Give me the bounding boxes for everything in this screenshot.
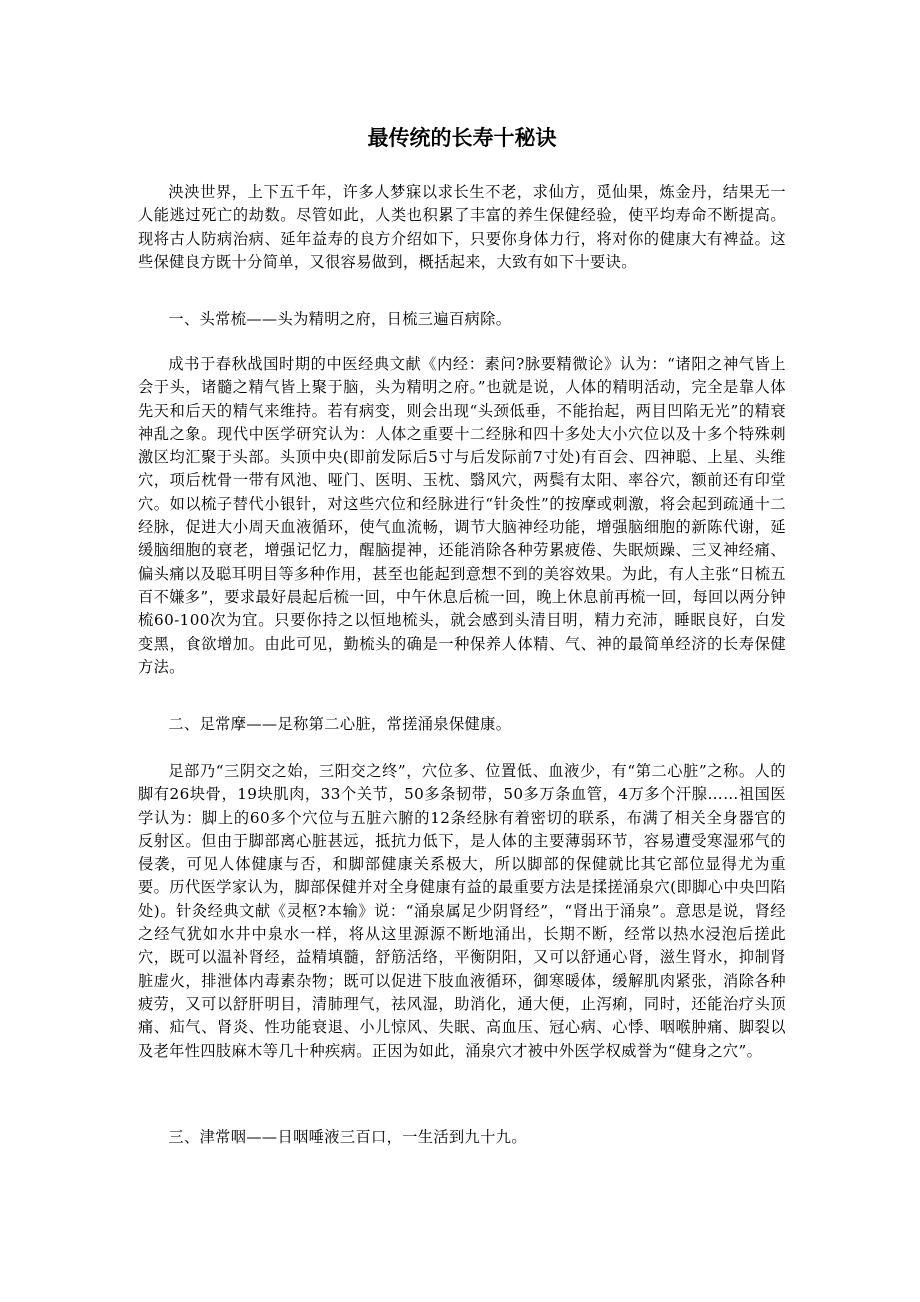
section-2-heading: 二、足常摩——足称第二心脏，常搓涌泉保健康。 [168,715,512,733]
section-1-heading: 一、头常梳——头为精明之府，日梳三遍百病除。 [168,310,512,328]
section-3-heading: 三、津常咽——日咽唾液三百口，一生活到九十九。 [168,1128,527,1146]
document-title: 最传统的长寿十秘诀 [367,125,557,150]
section-2-body: 足部乃“三阴交之始，三阳交之终”，穴位多、位置低、血液少，有“第二心脏”之称。人的脚有26块骨，19块肌肉，33个关节，50多条韧带，50多万条血管，4万多个汗腺……祖国医学认为：脚上的60多个穴位与五脏六腑的12条经脉有着密切的联系，布满了相关全身器官的反射区。但由于脚部离心脏甚远，抵抗力低下，是人体的主要薄弱环节，容易遭受寒湿邪气的侵袭，可见人体健康与否，和脚部健康关系极大，所以脚部的保健就比其它部位显得尤为重要。历代医学家认为，脚部保健并对全身健康有益的最重要方法是揉搓涌泉穴(即脚心中央凹陷处)。针灸经典文献《灵枢?本输》说：“涌泉属足少阴肾经”，“肾出于涌泉”。意思是说，肾经之经气犹如水井中泉水一样，将从这里源源不断地涌出，长期不断，经常以热水浸泡后搓此穴，既可以温补肾经，益精填髓，舒筋活络，平衡阴阳，又可以舒通心肾，滋生肾水，抑制肾脏虚火，排泄体内毒素杂物；既可以促进下肢血液循环，御寒暖体，缓解肌肉紧张，消除各种疲劳，又可以舒肝明目，清肺理气，祛风湿，助消化，通大便，止泻痢，同时，还能治疗头顶痛、疝气、肾炎、性功能衰退、小儿惊风、失眠、高血压、冠心病、心悸、咽喉肿痛、脚裂以及老年性四肢麻木等几十种疾病。正因为如此，涌泉穴才被中外医学权威誉为“健身之穴”。 [138,762,786,1060]
section-1-body: 成书于春秋战国时期的中医经典文献《内经：素问?脉要精微论》认为：“诸阳之神气皆上会于头，诸髓之精气皆上聚于脑，头为精明之府。”也就是说，人体的精明活动，完全是靠人体先天和后天的精气来维持。若有病变，则会出现“头颈低垂，不能抬起，两目凹陷无光”的精衰神乱之象。现代中医学研究认为：人体之重要十二经脉和四十多处大小穴位以及十多个特殊刺激区均汇聚于头部。头顶中央(即前发际后5寸与后发际前7寸处)有百会、四神聪、上星、头维穴，项后枕骨一带有风池、哑门、医明、玉枕、翳风穴，两鬓有太阳、率谷穴，额前还有印堂穴。如以梳子替代小银针，对这些穴位和经脉进行“针灸性”的按摩或刺激，将会起到疏通十二经脉，促进大小周天血液循环，使气血流畅，调节大脑神经功能，增强脑细胞的新陈代谢，延缓脑细胞的衰老，增强记忆力，醒脑提神，还能消除各种劳累疲倦、失眠烦躁、三叉神经痛、偏头痛以及聪耳明目等多种作用，甚至也能起到意想不到的美容效果。为此，有人主张“日梳五百不嫌多”，要求最好晨起后梳一回，中午休息后梳一回，晚上休息前再梳一回，每回以两分钟梳60-100次为宜。只要你持之以恒地梳头，就会感到头清目明，精力充沛，睡眠良好，白发变黑，食欲增加。由此可见，勤梳头的确是一种保养人体精、气、神的最简单经济的长寿保健方法。 [138,355,786,676]
intro-paragraph: 泱泱世界，上下五千年，许多人梦寐以求长生不老，求仙方，觅仙果，炼金丹，结果无一人能逃过死亡的劫数。尽管如此，人类也积累了丰富的养生保健经验，使平均寿命不断提高。现将古人防病治病、延年益寿的良方介绍如下，只要你身体力行，将对你的健康大有裨益。这些保健良方既十分简单，又很容易做到，概括起来，大致有如下十要诀。 [138,183,786,271]
